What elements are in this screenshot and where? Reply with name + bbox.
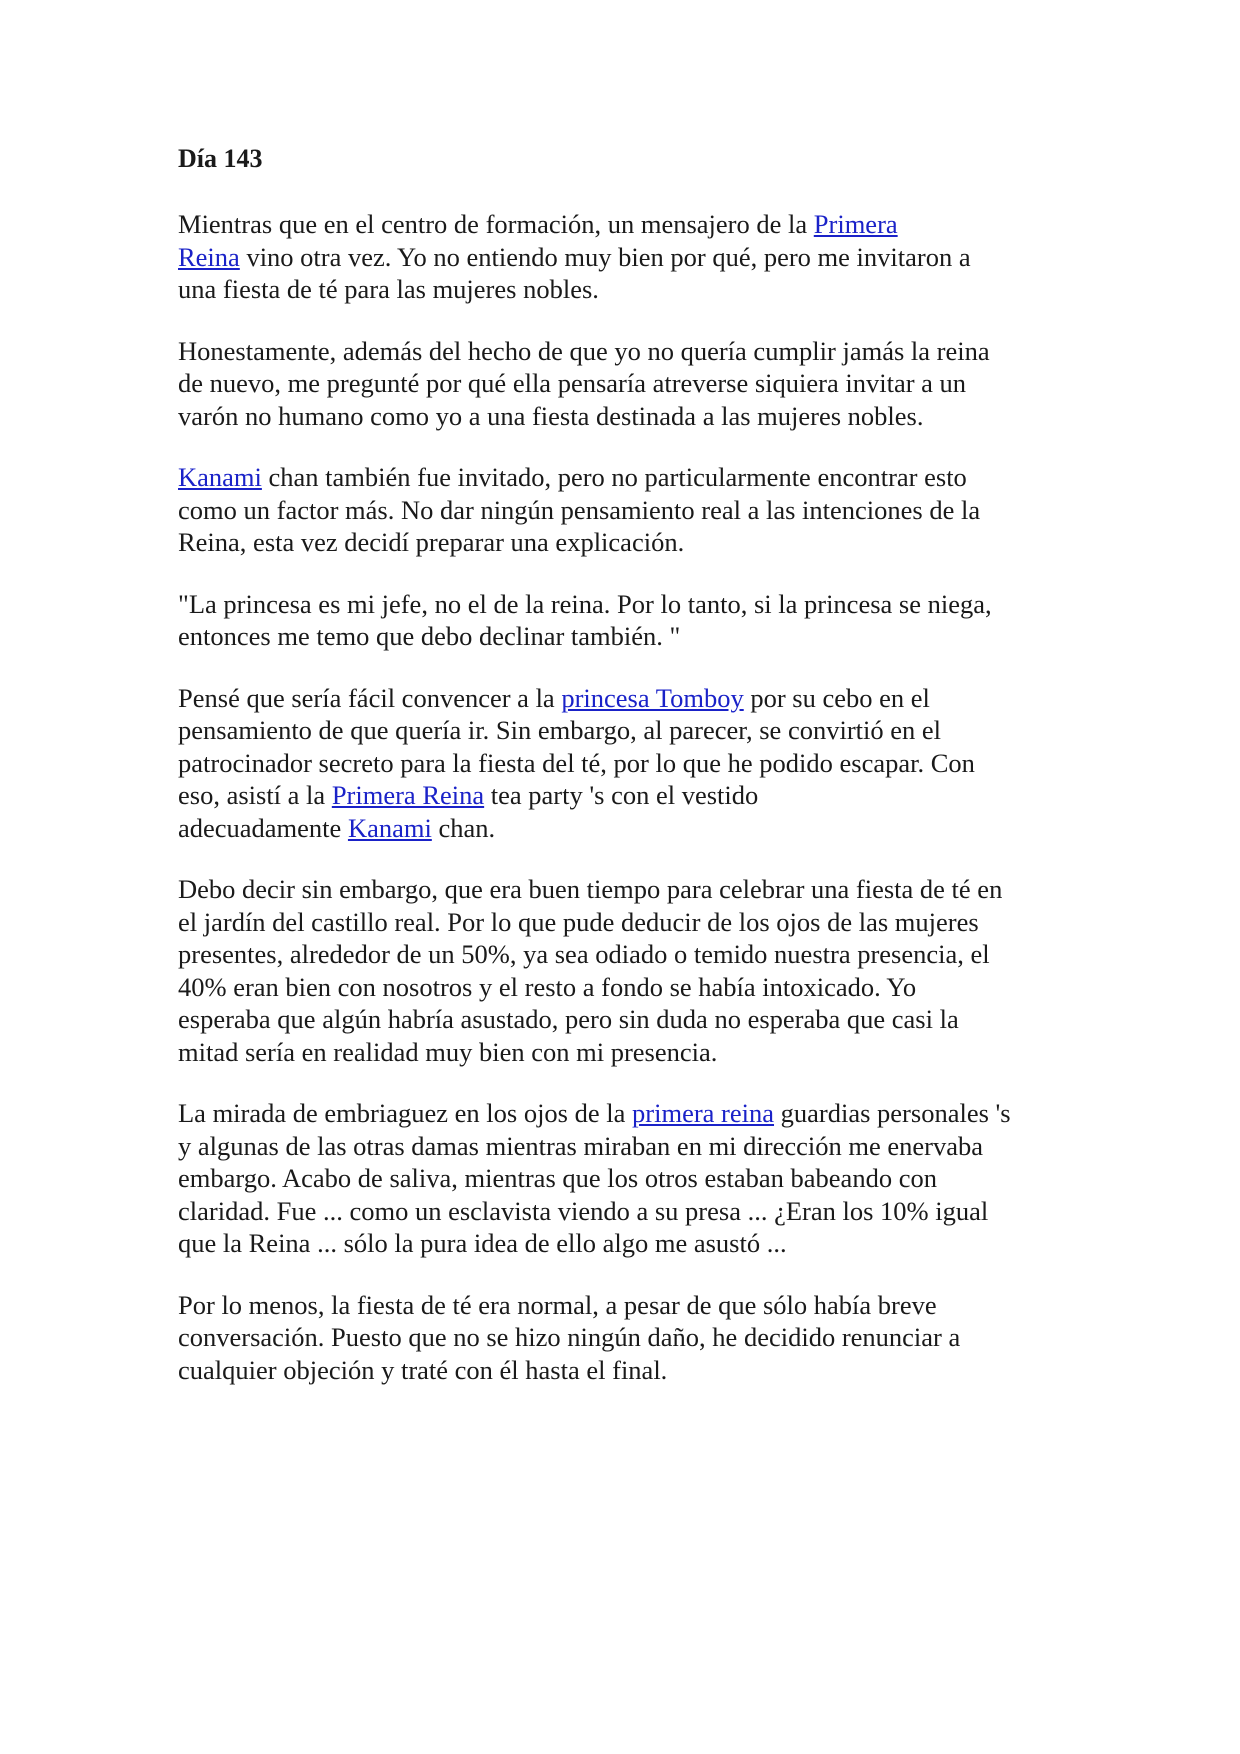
text-line: [178, 273, 1078, 306]
text-run: esperaba que algún habría asustado, pero sin duda no esperaba que casi la: [178, 1004, 959, 1034]
text-run: eso, asistí a la: [178, 780, 332, 810]
paragraph: [178, 208, 1078, 306]
hyperlink[interactable]: Kanami: [178, 462, 262, 492]
text-run: que la Reina ... sólo la pura idea de ello algo me asustó ...: [178, 1228, 787, 1258]
text-run: de nuevo, me pregunté por qué ella pensaría atreverse siquiera invitar a un: [178, 368, 967, 398]
text-line: [178, 335, 1078, 368]
text-line: [178, 1195, 1078, 1228]
paragraph: [178, 335, 1078, 433]
text-line: [178, 1354, 1078, 1387]
text-line: [178, 812, 1078, 845]
text-line: [178, 526, 1078, 559]
text-run: embargo. Acabo de saliva, mientras que los otros estaban babeando con: [178, 1163, 937, 1193]
text-run: el jardín del castillo real. Por lo que pude deducir de los ojos de las mujeres: [178, 906, 979, 937]
hyperlink[interactable]: primera reina: [632, 1098, 775, 1128]
hyperlink[interactable]: Primera: [813, 209, 898, 239]
text-run: Mientras que en el centro de formación, un mensajero de la: [178, 209, 814, 239]
paragraph: [178, 1289, 1078, 1387]
paragraph: [178, 1097, 1078, 1260]
text-line: [178, 1227, 1078, 1260]
text-line: [178, 1130, 1078, 1163]
text-run: tea party 's con el vestido: [484, 780, 759, 810]
text-line: [178, 1003, 1078, 1036]
paragraph: [178, 682, 1078, 845]
text-run: Pensé que sería fácil convencer a la: [178, 682, 562, 713]
text-line: [178, 367, 1078, 400]
text-run: varón no humano como yo a una fiesta destinada a las mujeres nobles.: [178, 400, 924, 431]
text-line: [178, 494, 1078, 527]
text-run: adecuadamente: [178, 812, 348, 843]
text-run: una fiesta de té para las mujeres nobles.: [178, 274, 599, 304]
text-run: entonces me temo que debo declinar también. ": [178, 621, 681, 651]
paragraph: [178, 461, 1078, 559]
text-line: [178, 906, 1078, 939]
text-line: [178, 1097, 1078, 1130]
hyperlink[interactable]: Primera Reina: [331, 780, 485, 810]
text-run: 40% eran bien con nosotros y el resto a fondo se había intoxicado. Yo: [178, 971, 917, 1002]
page-title: Día 143: [178, 144, 263, 173]
text-run: conversación. Puesto que no se hizo ningún daño, he decidido renunciar a: [178, 1322, 961, 1352]
text-run: vino otra vez. Yo no entiendo muy bien por qué, pero me invitaron a: [239, 241, 971, 272]
text-line: [178, 971, 1078, 1004]
hyperlink[interactable]: Reina: [178, 241, 240, 272]
paragraph: [178, 873, 1078, 1068]
text-run: mitad sería en realidad muy bien con mi presencia.: [178, 1036, 718, 1067]
text-line: [178, 1162, 1078, 1195]
document-body: [178, 208, 1078, 1415]
text-run: presentes, alrededor de un 50%, ya sea odiado o temido nuestra presencia, el: [178, 939, 990, 969]
text-run: y algunas de las otras damas mientras miraban en mi dirección me enervaba: [178, 1130, 984, 1161]
text-line: [178, 1289, 1078, 1322]
text-line: [178, 1036, 1078, 1069]
text-line: [178, 873, 1078, 906]
text-run: Por lo menos, la fiesta de té era normal, a pesar de que sólo había breve: [178, 1289, 937, 1320]
text-run: La mirada de embriaguez en los ojos de la: [178, 1098, 633, 1128]
text-line: [178, 779, 1078, 812]
text-run: "La princesa es mi jefe, no el de la reina. Por lo tanto, si la princesa se niega,: [178, 588, 992, 619]
text-line: [178, 241, 1078, 274]
text-run: como un factor más. No dar ningún pensamiento real a las intenciones de la: [178, 494, 981, 525]
text-run: claridad. Fue ... como un esclavista viendo a su presa ... ¿Eran los 10% igual: [178, 1195, 989, 1226]
text-run: guardias personales 's: [774, 1098, 1011, 1128]
text-run: chan también fue invitado, pero no particularmente encontrar esto: [261, 462, 967, 492]
text-run: Reina, esta vez decidí preparar una explicación.: [178, 527, 685, 557]
text-run: patrocinador secreto para la fiesta del té, por lo que he podido escapar. Con: [178, 747, 975, 778]
text-line: [178, 1321, 1078, 1354]
text-line: [178, 461, 1078, 494]
hyperlink[interactable]: Kanami: [347, 812, 432, 843]
paragraph: [178, 588, 1078, 653]
text-line: [178, 747, 1078, 780]
text-line: [178, 400, 1078, 433]
text-run: pensamiento de que quería ir. Sin embargo, al parecer, se convirtió en el: [178, 715, 942, 745]
text-line: [178, 682, 1078, 715]
text-run: por su cebo en el: [743, 682, 930, 713]
text-run: Debo decir sin embargo, que era buen tiempo para celebrar una fiesta de té en: [178, 874, 1003, 904]
text-run: Honestamente, además del hecho de que yo no quería cumplir jamás la reina: [178, 335, 990, 366]
text-line: [178, 588, 1078, 621]
text-line: [178, 714, 1078, 747]
text-run: chan.: [431, 812, 496, 843]
text-line: [178, 938, 1078, 971]
hyperlink[interactable]: princesa Tomboy: [561, 682, 744, 713]
text-line: [178, 620, 1078, 653]
text-run: cualquier objeción y traté con él hasta el final.: [178, 1354, 668, 1385]
text-line: [178, 208, 1078, 241]
